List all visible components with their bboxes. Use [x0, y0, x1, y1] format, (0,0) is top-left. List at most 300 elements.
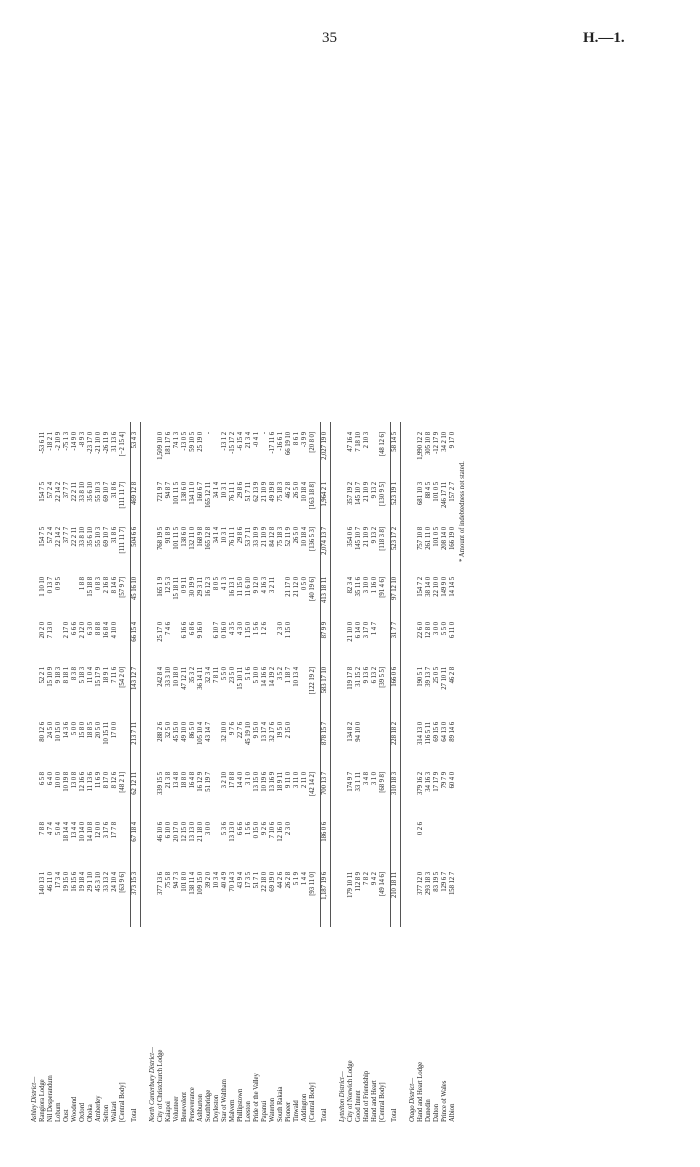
cell-value: 1 4 4	[301, 872, 308, 886]
cell-value: 4 10 0	[111, 622, 118, 639]
table-row-label: [Central Body]	[379, 1082, 386, 1122]
cell-value: 76 11 1	[229, 527, 236, 547]
cell-value: 94 10 0	[355, 722, 362, 742]
cell-value: 88 4 5	[425, 482, 432, 499]
cell-value: 51 19 7	[205, 772, 212, 792]
cell-value: 16 4 8	[189, 772, 196, 789]
cell-value: 129 6 7	[441, 872, 448, 892]
cell-value: 14 16 6	[261, 667, 268, 687]
table-row	[197, 62, 205, 1122]
table-row-label: Papanui	[261, 1100, 268, 1122]
cell-value: 24 10 4	[111, 872, 118, 892]
cell-value: 1,964 2 1	[321, 482, 328, 507]
cell-value: 22 18 0	[261, 872, 268, 892]
table-row	[157, 62, 165, 1122]
cell-value: 8 17 0	[103, 772, 110, 789]
cell-value: [−2 15 4]	[119, 432, 126, 457]
cell-value: 18 9 1	[103, 667, 110, 684]
cell-value: 14 19 2	[269, 667, 276, 687]
cell-value: 354 0 6	[347, 527, 354, 547]
lodge-accounts-table	[25, 62, 640, 1122]
cell-value: 94 8 7	[165, 482, 172, 499]
cell-value: 14 10 8	[87, 822, 94, 842]
cell-value: 0 5 0	[301, 577, 308, 591]
table-row	[221, 62, 229, 1122]
cell-value: [49 14 6]	[379, 872, 386, 897]
cell-value: 45 16 10	[131, 577, 138, 600]
cell-value: 26 5 0	[293, 482, 300, 499]
cell-value: 145 10 7	[355, 527, 362, 550]
cell-value: 19 15 0	[63, 872, 70, 892]
cell-value: 32 5 0	[165, 722, 172, 739]
cell-value: 94 7 3	[173, 872, 180, 889]
cell-value: 3 10 0	[363, 577, 370, 594]
district-heading-label: Lyttelton District—	[339, 1071, 346, 1122]
cell-value: 55 10 3	[95, 527, 102, 547]
cell-value: -21 10 0	[95, 432, 102, 454]
cell-value: 33 13 2	[103, 872, 110, 892]
cell-value: 46 10 6	[157, 822, 164, 842]
cell-value: [111 11 7]	[119, 482, 126, 509]
cell-value: 21 3 4	[245, 432, 252, 449]
cell-value: 138 11 4	[189, 872, 196, 895]
cell-value: 132 11 0	[189, 527, 196, 550]
cell-value: -12 17 9	[433, 432, 440, 454]
cell-value: 0 16 0	[221, 622, 228, 639]
cell-value: 768 19 5	[157, 527, 164, 550]
table-row	[417, 62, 425, 1122]
cell-value: 15 18 8	[87, 577, 94, 597]
cell-value: -15 17 2	[229, 432, 236, 454]
cell-value: -75 1 3	[63, 432, 70, 451]
cell-value: 105 10 4	[197, 722, 204, 745]
table-row-label: Phillipstown	[237, 1088, 244, 1122]
cell-value: 64 13 0	[441, 722, 448, 742]
cell-value: -2 10 9	[55, 432, 62, 451]
cell-value: 116 5 11	[425, 722, 432, 745]
cell-value: 5 0 0	[71, 722, 78, 736]
cell-value: 8 3 8	[71, 667, 78, 681]
cell-value: -3 9 9	[301, 432, 308, 448]
cell-value: [111 11 7]	[119, 527, 126, 554]
table-row	[71, 62, 79, 1122]
table-row	[269, 62, 277, 1122]
cell-value: 165 12 8	[205, 527, 212, 550]
cell-value: 12 16 0	[277, 822, 284, 842]
cell-value: 3 4 8	[363, 772, 370, 786]
cell-value: 2 3 0	[285, 822, 292, 836]
cell-value: -26 11 9	[103, 432, 110, 454]
cell-value: 0 2 6	[417, 822, 424, 836]
table-row-label: Rangiora Lodge	[39, 1079, 46, 1122]
table-row-label: Ashburton	[197, 1094, 204, 1122]
cell-value: 34 1 4	[213, 482, 220, 499]
cell-value: 19 18 4	[79, 872, 86, 892]
cell-value: 5 0 4	[55, 822, 62, 836]
table-row-label: Waikari	[111, 1101, 118, 1122]
cell-value: -17 11 6	[269, 432, 276, 454]
cell-value: 10 18 4	[301, 527, 308, 547]
cell-value: 9 4 2	[371, 872, 378, 886]
cell-value: 228 18 2	[391, 722, 398, 745]
cell-value: 35 6 10	[87, 527, 94, 547]
cell-value: 18 8 5	[87, 722, 94, 739]
cell-value: 7 8 11	[213, 667, 220, 684]
cell-value: 57 2 4	[47, 527, 54, 544]
cell-value: 32 10 0	[221, 722, 228, 742]
table-row	[253, 62, 261, 1122]
cell-value: 84 12 8	[269, 527, 276, 547]
cell-value: 44 2 6	[277, 872, 284, 889]
cell-value: 246 17 11	[441, 482, 448, 509]
cell-value: 89 14 6	[449, 722, 456, 742]
cell-value: 3 0 0	[433, 622, 440, 636]
cell-value: 6 6 6	[71, 622, 78, 636]
cell-value: 101 11 5	[173, 482, 180, 505]
table-row-label: Tinwald	[293, 1100, 300, 1122]
cell-value: 22 7 6	[237, 722, 244, 739]
cell-value: 10 3 1	[221, 527, 228, 544]
cell-value: 1,990 12 2	[417, 432, 424, 460]
table-row	[39, 62, 47, 1122]
cell-value: [91 4 6]	[379, 577, 386, 598]
cell-value: 75 5 8	[165, 872, 172, 889]
cell-value: 314 13 0	[417, 722, 424, 745]
cell-value: 7 8 2	[363, 872, 370, 886]
cell-value: 20 5 0	[95, 722, 102, 739]
cell-value: 31 13 6	[111, 432, 118, 452]
cell-value: 40 4 9	[221, 872, 228, 889]
cell-value: 583 17 10	[321, 667, 328, 694]
table-row	[63, 62, 71, 1122]
table-row	[173, 62, 181, 1122]
cell-value: 74 1 3	[173, 432, 180, 449]
cell-value: -0 4 1	[253, 432, 260, 448]
cell-value: 145 10 7	[355, 482, 362, 505]
cell-value: -23 17 0	[87, 432, 94, 454]
cell-value: 16 15 6	[71, 872, 78, 892]
cell-value: 3 2 11	[269, 577, 276, 594]
cell-value: 305 10 8	[425, 432, 432, 455]
cell-value: 29 8 6	[237, 482, 244, 499]
cell-value: 190 5 1	[417, 667, 424, 687]
table-row-label: Hand and Heart	[371, 1080, 378, 1122]
cell-value: 1 5 6	[245, 822, 252, 836]
cell-value: 7 4 6	[165, 622, 172, 636]
cell-value: 6 10 7	[213, 622, 220, 639]
cell-value: 47 16 4	[347, 432, 354, 452]
cell-value: 379 16 2	[417, 772, 424, 795]
district-heading-label: Ashley District—	[31, 1076, 38, 1122]
rule-line	[330, 422, 331, 927]
cell-value: 165 1 9	[157, 577, 164, 597]
cell-value: -14 9 0	[71, 432, 78, 451]
table-row-label: Pioneer	[285, 1101, 292, 1122]
cell-value: 9 18 3	[55, 667, 62, 684]
cell-value: 22 2 11	[71, 527, 78, 547]
table-row	[229, 62, 237, 1122]
cell-value: 2 12 0	[79, 622, 86, 639]
cell-value: 39 13 7	[425, 667, 432, 687]
cell-value: 6 4 0	[47, 772, 54, 786]
table-row-label: Sefton	[103, 1104, 110, 1122]
cell-value: 9 15 0	[253, 722, 260, 739]
cell-value: 2,027 19 0	[321, 432, 328, 460]
cell-value: 5 5 0	[441, 622, 448, 636]
cell-value: 8 12 6	[111, 772, 118, 789]
cell-value: 134 11 0	[189, 482, 196, 505]
cell-value: 1 8 8	[79, 577, 86, 591]
cell-value: 17 0 0	[111, 722, 118, 739]
cell-value: 208 14 0	[441, 527, 448, 550]
cell-value: 7 18 10	[355, 432, 362, 452]
cell-value: 39 2 0	[205, 872, 212, 889]
table-row	[301, 62, 309, 1122]
cell-value: 1 4 7	[371, 622, 378, 636]
page-code: H.—1.	[583, 30, 625, 46]
cell-value: 13 0 8	[71, 772, 78, 789]
cell-value: 51 7 11	[245, 482, 252, 502]
table-row	[181, 62, 189, 1122]
cell-value: 19 5 0	[277, 722, 284, 739]
cell-value: 33 8 10	[79, 527, 86, 547]
cell-value: 700 13 7	[321, 772, 328, 795]
cell-value: 14 3 6	[63, 722, 70, 739]
cell-value: 5 10 0	[253, 667, 260, 684]
cell-value: 13 17 4	[261, 722, 268, 742]
district-heading	[149, 62, 157, 1122]
cell-value: 10 18 4	[301, 482, 308, 502]
cell-value: 7 10 6	[269, 822, 276, 839]
cell-value: 86 5 0	[189, 722, 196, 739]
cell-value: 10 0 0	[55, 772, 62, 789]
cell-value: 10 3 1	[221, 482, 228, 499]
district-heading	[31, 62, 39, 1122]
cell-value: 62 12 11	[131, 772, 138, 795]
cell-value: [39 5 5]	[379, 667, 386, 688]
table-row-label: Loburn	[55, 1102, 62, 1122]
cell-value: [63 9 6]	[119, 872, 126, 893]
cell-value: 12 5 3	[165, 577, 172, 594]
cell-value: 681 10 3	[417, 482, 424, 505]
cell-value: 31 7 7	[391, 622, 398, 639]
cell-value: 16 8 4	[103, 622, 110, 639]
cell-value: 5 1 9	[293, 872, 300, 886]
cell-value: 523 19 1	[391, 482, 398, 505]
cell-value: 35 3 2	[189, 667, 196, 684]
cell-value: 413 18 11	[321, 577, 328, 604]
table-row	[261, 62, 269, 1122]
cell-value: 57 2 4	[47, 482, 54, 499]
cell-value: 18 9 11	[277, 772, 284, 792]
cell-value: 1 2 6	[261, 622, 268, 636]
table-row	[441, 62, 449, 1122]
cell-value: 9 11 0	[285, 772, 292, 789]
cell-value: 15 8 0	[79, 722, 86, 739]
table-row-label: Waterton	[269, 1098, 276, 1122]
cell-value: -18 2 1	[47, 432, 54, 451]
cell-value: 5 18 3	[79, 667, 86, 684]
cell-value: 29 1 10	[87, 872, 94, 892]
cell-value: 15 10 11	[237, 667, 244, 690]
cell-value: 373 15 3	[131, 872, 138, 895]
cell-value: 6 13 2	[371, 667, 378, 684]
cell-value: [48 12 6]	[379, 432, 386, 457]
cell-value: 242 8 4	[157, 667, 164, 687]
cell-value: 8 18 1	[63, 667, 70, 684]
total-row-label: Total	[131, 1108, 138, 1122]
cell-value: 52 2 1	[39, 667, 46, 684]
cell-value: 10 3 4	[213, 872, 220, 889]
table-row-label: Malvern	[229, 1099, 236, 1122]
table-row	[165, 62, 173, 1122]
cell-value: [42 14 2]	[309, 772, 316, 797]
cell-value: 23 5 0	[229, 667, 236, 684]
cell-value: 66 15 4	[131, 622, 138, 642]
table-row-label: Hand of Friendship	[363, 1070, 370, 1122]
table-row-label: Kaiapoi	[165, 1101, 172, 1122]
cell-value: [54 2 0]	[119, 667, 126, 688]
table-row	[55, 62, 63, 1122]
cell-value: 13 4 8	[173, 772, 180, 789]
cell-value: 34 16 3	[425, 772, 432, 792]
cell-value: 10 15 11	[103, 722, 110, 745]
cell-value: 22 6 0	[417, 622, 424, 639]
cell-value: 9 2 6	[261, 822, 268, 836]
cell-value: 9 17 0	[449, 432, 456, 449]
table-row	[245, 62, 253, 1122]
cell-value: 11 6 10	[245, 577, 252, 597]
cell-value: 35 11 6	[355, 577, 362, 597]
cell-value: 174 9 7	[347, 772, 354, 792]
cell-value: [163 18 8]	[309, 482, 316, 510]
cell-value: 6 6 6	[237, 822, 244, 836]
cell-value: 69 10 7	[103, 527, 110, 547]
cell-value: 10 13 4	[293, 667, 300, 687]
table-row	[285, 62, 293, 1122]
cell-value: 30 19 9	[189, 577, 196, 597]
cell-value: 45 3 10	[95, 872, 102, 892]
table-row	[87, 62, 95, 1122]
cell-value: 46 2 8	[449, 667, 456, 684]
cell-value: 14 14 5	[449, 577, 456, 597]
cell-value: 261 11 0	[425, 527, 432, 550]
table-row-label: Leeston	[245, 1101, 252, 1122]
cell-value: 17 17 9	[433, 772, 440, 792]
cell-value: 15 10 9	[47, 667, 54, 687]
cell-value: 22 2 11	[71, 482, 78, 502]
cell-value: 523 17 2	[391, 527, 398, 550]
cell-value: [93 11 0]	[309, 872, 316, 896]
cell-value: 11 6 9	[95, 772, 102, 789]
cell-value: 186 0 6	[321, 822, 328, 842]
table-row-label: Albion	[449, 1103, 456, 1122]
cell-value: 13 4 4	[71, 822, 78, 839]
cell-value: 20 2 0	[39, 622, 46, 639]
cell-value: 79 7 9	[441, 772, 448, 789]
table-row	[119, 62, 127, 1122]
cell-value: 0 15 0	[253, 822, 260, 839]
table-row	[425, 62, 433, 1122]
cell-value: 2 15 0	[285, 722, 292, 739]
district-heading	[339, 62, 347, 1122]
cell-value: 49 10 0	[181, 722, 188, 742]
cell-value: 166 0 6	[391, 667, 398, 687]
cell-value: 3 17 0	[363, 622, 370, 639]
cell-value: 8 6 1	[293, 432, 300, 446]
table-row-label: Woodend	[71, 1096, 78, 1122]
cell-value: 154 7 2	[417, 577, 424, 597]
table-row	[371, 62, 379, 1122]
cell-value: 112 8 9	[355, 872, 362, 892]
cell-value: -	[205, 432, 212, 435]
cell-value: -13 1 2	[221, 432, 228, 451]
cell-value: 2 11 0	[301, 772, 308, 789]
cell-value: 25 0 5	[433, 667, 440, 684]
table-row-label: Amberley	[95, 1095, 102, 1122]
cell-value: 9 7 6	[229, 722, 236, 736]
cell-value: 33 3 10	[165, 667, 172, 687]
cell-value: 469 12 8	[131, 482, 138, 505]
cell-value: 2 10 3	[363, 432, 370, 449]
cell-value: 82 3 4	[347, 577, 354, 594]
cell-value: 91 8 9	[165, 527, 172, 544]
cell-value: 6 10 0	[165, 822, 172, 839]
cell-value: 55 10 3	[95, 482, 102, 502]
cell-value: 158 12 7	[449, 872, 456, 895]
table-row-label: Dalton	[433, 1104, 440, 1122]
table-row	[433, 62, 441, 1122]
cell-value: 47 12 11	[181, 667, 188, 690]
cell-value: 17 8 8	[229, 772, 236, 789]
cell-value: 154 7 5	[39, 482, 46, 502]
cell-value: 13 15 0	[253, 772, 260, 792]
cell-value: 377 12 0	[417, 872, 424, 895]
table-row-label: Oxford	[79, 1102, 86, 1122]
cell-value: 2,074 13 7	[321, 527, 328, 555]
cell-value: 7 8 8	[39, 822, 46, 836]
cell-value: 27 10 11	[441, 667, 448, 690]
cell-value: 21 10 9	[363, 482, 370, 502]
table-row	[79, 62, 87, 1122]
cell-value: 9 16 0	[197, 622, 204, 639]
cell-value: 11 0 4	[87, 667, 94, 684]
cell-value: 21 12 0	[293, 577, 300, 597]
cell-value: 2 17 0	[63, 622, 70, 639]
cell-value: 15 18 11	[173, 577, 180, 600]
cell-value: 5 1 6	[245, 667, 252, 681]
cell-value: 6 16 6	[181, 622, 188, 639]
cell-value: 10 15 0	[55, 722, 62, 742]
cell-value: [68 9 8]	[379, 772, 386, 793]
page-number: 35	[322, 30, 337, 46]
cell-value: 310 18 3	[391, 772, 398, 795]
cell-value: 5 5 0	[221, 667, 228, 681]
cell-value: 6 3 0	[87, 622, 94, 636]
cell-value: 12 16 6	[79, 772, 86, 792]
table-row-label: [Central Body]	[119, 1082, 126, 1122]
cell-value: 11 15 0	[237, 577, 244, 597]
cell-value: 1 15 0	[245, 622, 252, 639]
table-row	[449, 62, 457, 1122]
cell-value: 53 7 11	[245, 527, 252, 547]
cell-value: 18 8 0	[181, 772, 188, 789]
cell-value: 43 14 7	[205, 722, 212, 742]
cell-value: 138 6 0	[181, 482, 188, 502]
cell-value: [130 9 5]	[379, 482, 386, 507]
cell-value: 31 15 2	[355, 667, 362, 687]
cell-value: 46 11 0	[47, 872, 54, 892]
